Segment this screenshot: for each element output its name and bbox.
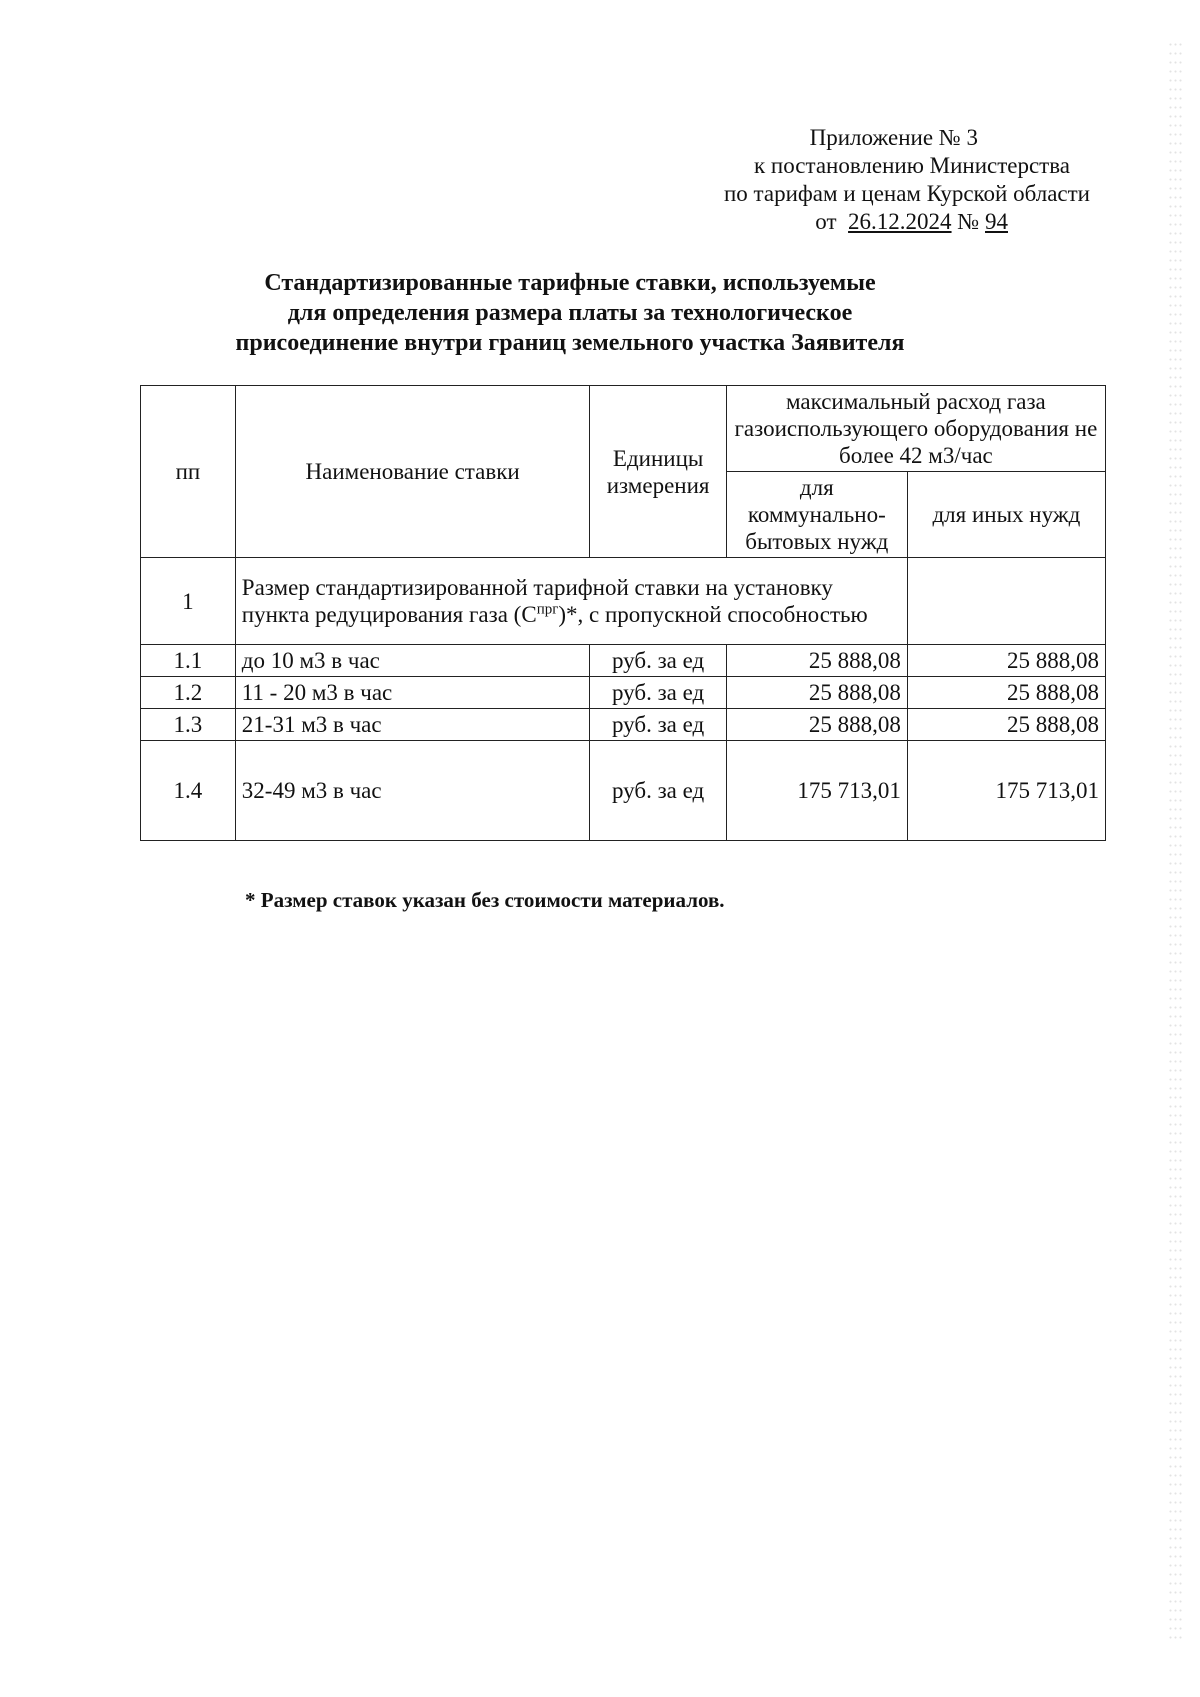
date-prefix: от (815, 209, 837, 234)
section-empty-cell (907, 558, 1105, 645)
row-value-other: 175 713,01 (907, 741, 1105, 841)
section-row (141, 558, 1106, 645)
row-value-household: 175 713,01 (726, 741, 907, 841)
row-value-other: 25 888,08 (907, 645, 1105, 677)
header-name: Наименование ставки (235, 386, 590, 558)
row-num: 1.1 (141, 645, 236, 677)
row-value-other: 25 888,08 (907, 709, 1105, 741)
row-name: 32-49 м3 в час (235, 741, 590, 841)
row-value-household: 25 888,08 (726, 677, 907, 709)
row-num: 1.3 (141, 709, 236, 741)
footnote: * Размер ставок указан без стоимости материалов. (245, 888, 725, 912)
appendix-number: Приложение № 3 (809, 125, 978, 150)
row-unit: руб. за ед (590, 741, 726, 841)
appendix-decree: к постановлению Министерства (753, 153, 1070, 178)
decree-number: 94 (985, 209, 1008, 234)
row-name: 21-31 м3 в час (235, 709, 590, 741)
table-row (141, 741, 1106, 841)
table-row (141, 677, 1106, 709)
title-line-1: Стандартизированные тарифные ставки, используемые (264, 270, 876, 296)
row-value-other: 25 888,08 (907, 677, 1105, 709)
row-unit: руб. за ед (590, 645, 726, 677)
table-row (141, 645, 1106, 677)
row-value-household: 25 888,08 (726, 645, 907, 677)
row-name: до 10 м3 в час (235, 645, 590, 677)
section-name-part2: )*, с пропускной способностью (558, 602, 868, 627)
appendix-date-line (570, 208, 1090, 236)
row-unit: руб. за ед (590, 677, 726, 709)
scan-noise-edge (1168, 40, 1182, 1640)
header-col-household: для коммунально-бытовых нужд (726, 472, 907, 558)
row-name: 11 - 20 м3 в час (235, 677, 590, 709)
header-col-other: для иных нужд (907, 472, 1105, 558)
number-prefix: № (957, 209, 980, 234)
row-num: 1.2 (141, 677, 236, 709)
section-num: 1 (141, 558, 236, 645)
decree-date: 26.12.2024 (848, 209, 952, 234)
header-group: максимальный расход газа газоиспользующего оборудования не более 42 м3/час (726, 386, 1105, 472)
header-num: пп (141, 386, 236, 558)
row-unit: руб. за ед (590, 709, 726, 741)
table-row (141, 709, 1106, 741)
title-line-2: для определения размера платы за технологическое (287, 300, 853, 326)
rates-table (140, 385, 1106, 841)
row-num: 1.4 (141, 741, 236, 841)
table-header-row (141, 386, 1106, 472)
document-title (150, 268, 990, 358)
row-value-household: 25 888,08 (726, 709, 907, 741)
header-unit: Единицы измерения (590, 386, 726, 558)
appendix-header (570, 124, 1090, 236)
section-name-part1: Размер стандартизированной тарифной ставки на установку пункта редуцирования газа (С (241, 575, 833, 627)
appendix-ministry: по тарифам и ценам Курской области (724, 181, 1090, 206)
title-line-3: присоединение внутри границ земельного участка Заявителя (235, 330, 905, 356)
section-name (235, 558, 907, 645)
section-name-superscript: прг (536, 601, 559, 618)
